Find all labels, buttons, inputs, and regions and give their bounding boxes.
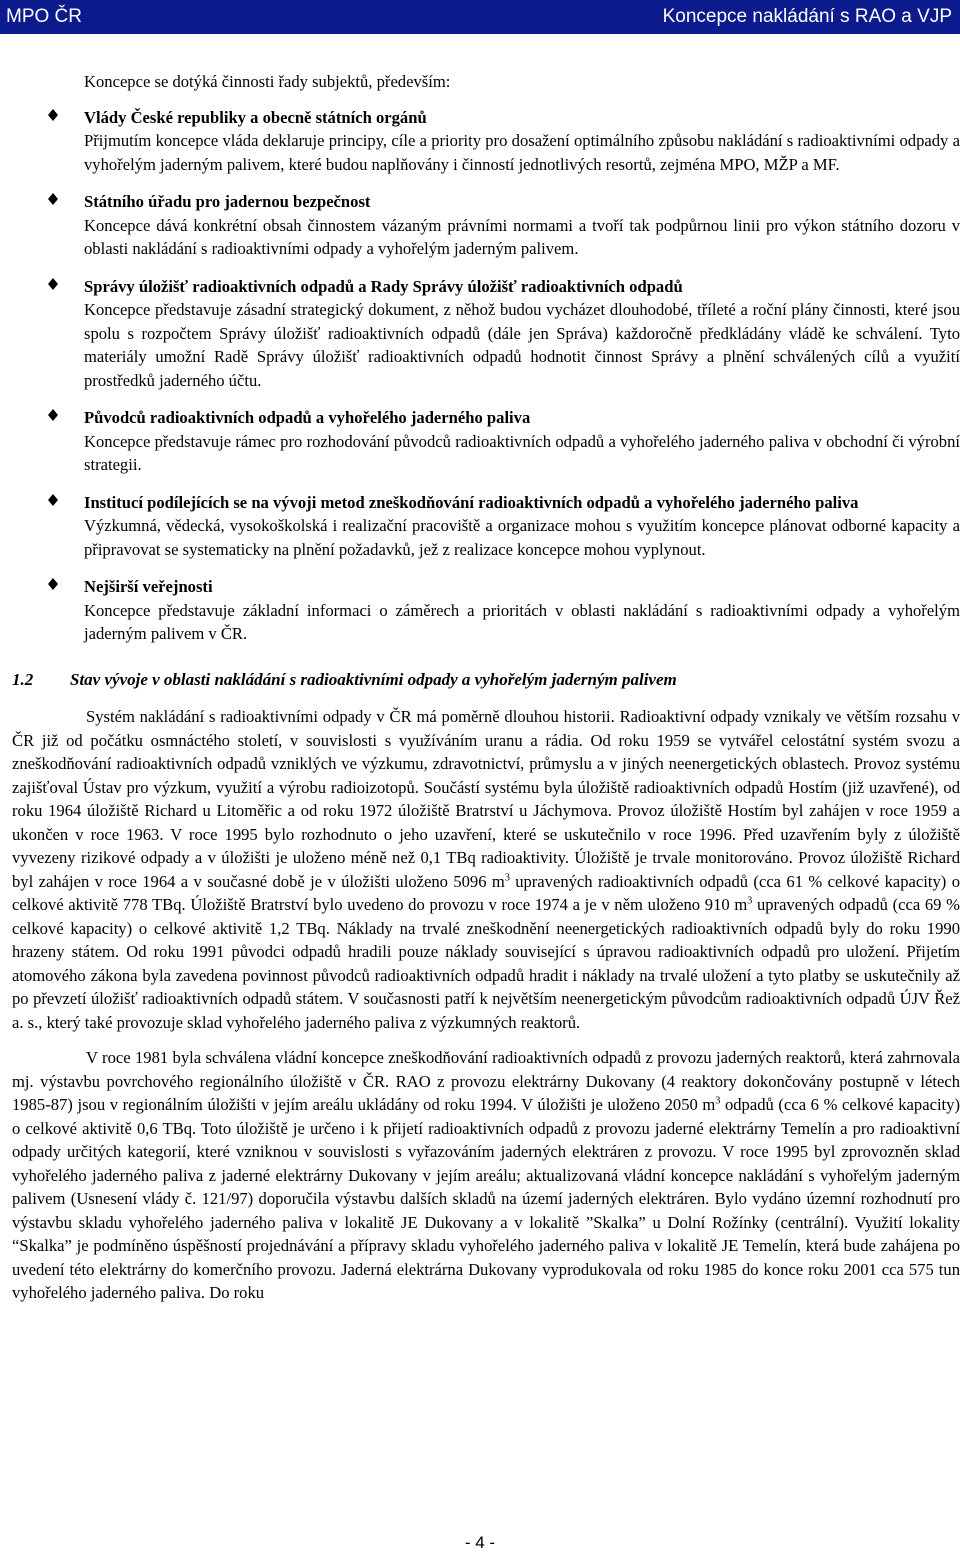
bullet-item bbox=[12, 190, 960, 261]
bullet-text: Přijmutím koncepce vláda deklaruje principy, cíle a priority pro dosažení optimálního způsobu nakládání s radioaktivními odpady a vyhořelým jaderným palivem, které budou naplňovány i činností jednotlivých resortů, zejména MPO, MŽP a MF. bbox=[84, 131, 960, 174]
bullet-item bbox=[12, 106, 960, 177]
diamond-bullet-icon bbox=[48, 109, 58, 121]
body-paragraph bbox=[12, 705, 960, 1034]
page-header bbox=[0, 0, 960, 34]
bullet-item bbox=[12, 491, 960, 562]
diamond-bullet-icon bbox=[48, 578, 58, 590]
lead-sentence: Koncepce se dotýká činnosti řady subjektů, především: bbox=[84, 72, 451, 91]
page-number: - 4 - bbox=[464, 1533, 496, 1552]
bullet-text: Koncepce představuje zásadní strategický dokument, z něhož budou vycházet dlouhodobé, tříleté a roční plány činnosti, které jsou spolu s rozpočtem Správy úložišť radioaktivních odpadů (dále jen Správa) každoročně předkládány vládě ke schválení. Tyto materiály umožní Radě Správy úložišť radioaktivních odpadů hodnotit činnost Správy a plnění schválených cílů a využití prostředků jaderného účtu. bbox=[84, 300, 960, 390]
diamond-bullet-icon bbox=[48, 278, 58, 290]
bullet-text: Koncepce představuje rámec pro rozhodování původců radioaktivních odpadů a vyhořelého jaderného paliva v obchodní či výrobní strategii. bbox=[84, 431, 960, 474]
body-paragraph bbox=[12, 1046, 960, 1305]
paragraph-text: Systém nakládání s radioaktivními odpady v ČR má poměrně dlouhou historii. Radioaktivní odpady vznikaly ve větším rozsahu v ČR již od počátku osmnáctého století, v souvislosti s využíváním uranu a rádia. Od roku 1959 se vytvářel celostátní systém svozu a zneškodňování radioaktivních odpadů vzniklých ve výzkumu, zdravotnictví, průmyslu a v jiných neenergetických oblastech. Provoz systému zajišťoval Ústav pro výzkum, využití a výrobu radioizotopů. Součástí systému byla úložiště radioaktivních odpadů Hostím (již uzavřené), od roku 1964 úložiště Richard u Litoměřic a od roku 1972 úložiště Bratrství u Jáchymova. Provoz úložiště Hostím byl zahájen v roce 1959 a ukončen v roce 1963. V roce 1995 bylo rozhodnuto o jeho uzavření, které se uskutečnilo v roce 1996. Před uzavřením byly z úložiště vyvezeny rizikové odpady a v úložišti je uloženo méně než 0,1 TBq radioaktivity. Úložiště je trvale monitorováno. Provoz úložiště Richard byl zahájen v roce 1964 a v současné době je v úložišti uloženo 5096 m bbox=[12, 707, 960, 891]
bullet-title: Nejširší veřejnosti bbox=[84, 577, 213, 596]
section-heading bbox=[12, 668, 960, 692]
paragraph-text: upravených radioaktivních odpadů (cca 61 % celkové kapacity) o celkové aktivitě 778 TBq. Úložiště Bratrství bylo uvedeno do provozu v roce 1974 a je v něm uloženo 910 m bbox=[12, 871, 960, 914]
diamond-bullet-icon bbox=[48, 409, 58, 421]
diamond-bullet-icon bbox=[48, 494, 58, 506]
diamond-bullet-icon bbox=[48, 193, 58, 205]
header-left-text: MPO ČR bbox=[6, 6, 82, 27]
section-title: Stav vývoje v oblasti nakládání s radioaktivními odpady a vyhořelým jaderným palivem bbox=[70, 669, 677, 689]
superscript: 3 bbox=[747, 895, 753, 907]
bullet-text: Výzkumná, vědecká, vysokoškolská i realizační pracoviště a organizace mohou s využitím koncepce plánovat odborné kapacity a připravovat se systematicky na plnění požadavků, jež z realizace koncepce mohou vyplynout. bbox=[84, 516, 960, 559]
bullet-title: Institucí podílejících se na vývoji metod zneškodňování radioaktivních odpadů a vyhořelého jaderného paliva bbox=[84, 492, 859, 512]
superscript: 3 bbox=[715, 1095, 721, 1107]
document-body bbox=[12, 70, 960, 1317]
bullet-title: Státního úřadu pro jadernou bezpečnost bbox=[84, 192, 371, 211]
bullet-text: Koncepce dává konkrétní obsah činnostem vázaným právními normami a tvoří tak podpůrnou linii pro výkon státního dozoru v oblasti nakládání s radioaktivními odpady a vyhořelým jaderným palivem. bbox=[84, 215, 960, 258]
bullet-text: Koncepce představuje základní informaci o záměrech a prioritách v oblasti nakládání s radioaktivními odpady a vyhořelým jaderným palivem v ČR. bbox=[84, 600, 960, 643]
header-right-text: Koncepce nakládání s RAO a VJP bbox=[662, 6, 952, 27]
bullet-title: Původců radioaktivních odpadů a vyhořelého jaderného paliva bbox=[84, 408, 531, 427]
paragraph-text: odpadů (cca 6 % celkové kapacity) o celkové aktivitě 0,6 TBq. Toto úložiště je určeno i k přijetí radioaktivních odpadů z provozu jaderné elektrárny Temelín a pro radioaktivní odpady určitých kategorií, které vzniknou v souvislosti s vyřazováním jaderných elektráren z provozu. V roce 1995 byl zprovozněn sklad vyhořelého jaderného paliva z jaderné elektrárny Dukovany v jejím areálu; aktualizovaná vládní koncepce nakládání s vyhořelým jaderným palivem (Usnesení vlády č. 121/97) doporučila výstavbu dalších skladů na území jaderných elektráren. Bylo vydáno územní rozhodnutí pro výstavbu skladu vyhořelého jaderného paliva v lokalitě JE Dukovany a v lokalitě ”Skalka” u Dolní Rožínky (centrální). Využití lokality “Skalka” je podmíněno úspěšností projednávání a přípravy skladu vyhořelého jaderného paliva v lokalitě JE Temelín, která bude zahájena po uvedení této elektrárny do komerčního provozu. Jaderná elektrárna Dukovany vyprodukovala od roku 1985 do konce roku 2001 cca 575 tun vyhořelého jaderného paliva. Do roku bbox=[12, 1095, 960, 1302]
paragraph-text: V roce 1981 byla schválena vládní koncepce zneškodňování radioaktivních odpadů z provozu jaderných reaktorů, která zahrnovala mj. výstavbu povrchového regionálního úložiště v ČR. RAO z provozu elektrárny Dukovany (4 reaktory dokončovány postupně v létech 1985-87) jsou v regionálním úložišti v jejím areálu ukládány od roku 1994. V úložišti je uloženo 2050 m bbox=[12, 1048, 960, 1114]
bullet-item bbox=[12, 275, 960, 393]
section-number: 1.2 bbox=[12, 669, 34, 689]
paragraph-text: upravených odpadů (cca 69 % celkové kapacity) o celkové aktivitě 1,2 TBq. Náklady na trvalé zneškodnění neenergetických radioaktivních odpadů byly do roku 1990 hrazeny státem. Od roku 1991 původci odpadů hradili pouze náklady související s úpravou radioaktivních odpadů pro uložení. Přijetím atomového zákona byla zavedena povinnost původců radioaktivních odpadů hradit i náklady na trvalé uložení a tyto platby se uskutečnily až po převzetí úložišť radioaktivních odpadů státem. V současnosti patří k největším neenergetickým původcům radioaktivních odpadů ÚJV Řež a. s., který také provozuje sklad vyhořelého jaderného paliva z výzkumných reaktorů. bbox=[12, 895, 960, 1032]
bullet-item bbox=[12, 575, 960, 646]
bullet-item bbox=[12, 406, 960, 477]
superscript: 3 bbox=[504, 871, 510, 883]
bullet-title: Vlády České republiky a obecně státních orgánů bbox=[84, 107, 427, 127]
bullet-title: Správy úložišť radioaktivních odpadů a Rady Správy úložišť radioaktivních odpadů bbox=[84, 276, 683, 296]
